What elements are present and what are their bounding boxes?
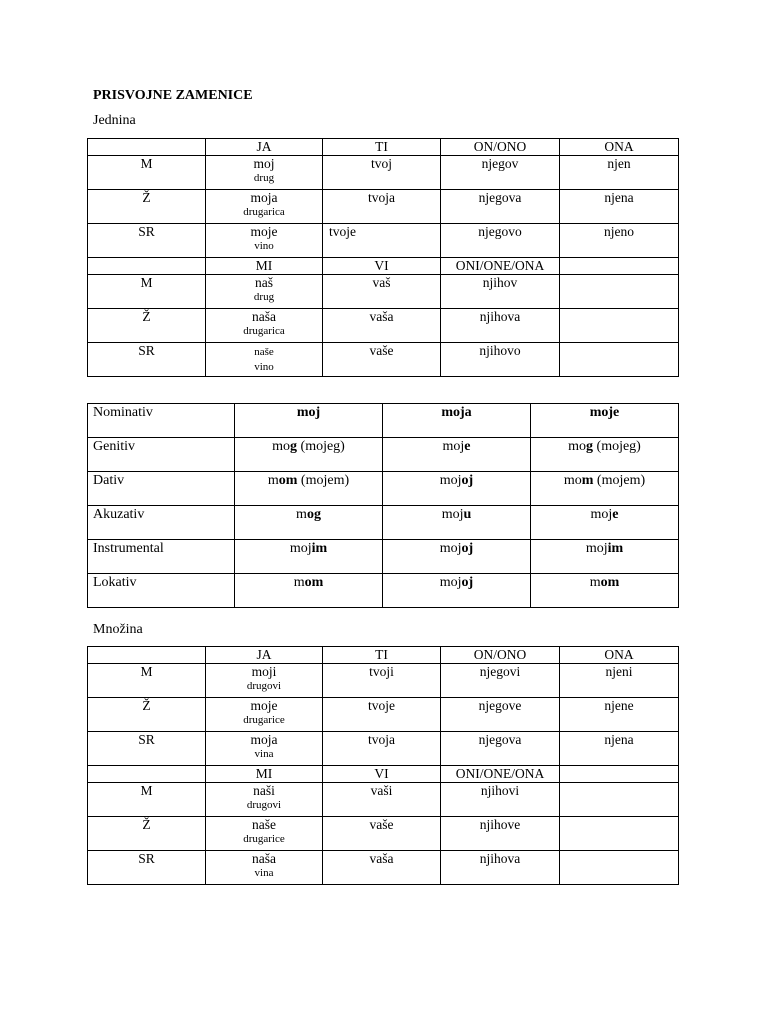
page-title: PRISVOJNE ZAMENICE <box>93 88 253 103</box>
case-form-cell: moje <box>383 438 531 472</box>
pronoun-cell: tvoja <box>323 732 441 766</box>
pronoun-cell: naši drugovi <box>206 783 323 817</box>
header-cell: ONA <box>560 647 679 664</box>
pronoun-cell: moja vina <box>206 732 323 766</box>
pronoun-cell <box>560 309 679 343</box>
pronoun-cell <box>560 275 679 309</box>
table-row <box>88 343 679 377</box>
case-name-cell: Nominativ <box>88 404 235 438</box>
case-row <box>88 438 679 472</box>
singular-pronoun-table <box>87 138 679 377</box>
pronoun-cell: vaša <box>323 309 441 343</box>
header-cell: JA <box>206 139 323 156</box>
pronoun-cell: njegove <box>441 698 560 732</box>
gender-cell: M <box>88 156 206 190</box>
header-cell <box>88 647 206 664</box>
pronoun-cell: njena <box>560 190 679 224</box>
pronoun-cell: moj drug <box>206 156 323 190</box>
pronoun-cell: naše drugarice <box>206 817 323 851</box>
header-cell <box>560 258 679 275</box>
pronoun-cell: njihovi <box>441 783 560 817</box>
gender-cell: M <box>88 783 206 817</box>
pronoun-cell: vaša <box>323 851 441 885</box>
case-name-cell: Akuzativ <box>88 506 235 540</box>
header-cell: VI <box>323 258 441 275</box>
case-form-cell: mojoj <box>383 574 531 608</box>
pronoun-cell: moji drugovi <box>206 664 323 698</box>
table-row <box>88 156 679 190</box>
pronoun-cell <box>560 343 679 377</box>
case-form-cell: mog (mojeg) <box>235 438 383 472</box>
gender-cell: SR <box>88 732 206 766</box>
pronoun-cell: vaše <box>323 343 441 377</box>
pronoun-cell: njegova <box>441 190 560 224</box>
header-cell <box>88 258 206 275</box>
case-name-cell: Dativ <box>88 472 235 506</box>
singular-label: Jednina <box>93 113 136 128</box>
header-cell: ON/ONO <box>441 647 560 664</box>
case-row <box>88 574 679 608</box>
case-row <box>88 404 679 438</box>
case-row <box>88 506 679 540</box>
case-form-cell: mojim <box>235 540 383 574</box>
table-row <box>88 224 679 258</box>
case-name-cell: Genitiv <box>88 438 235 472</box>
pronoun-cell: tvoje <box>323 224 441 258</box>
pronoun-cell <box>560 817 679 851</box>
pronoun-cell: njegovi <box>441 664 560 698</box>
case-form-cell: moja <box>383 404 531 438</box>
pronoun-cell: tvoje <box>323 698 441 732</box>
pronoun-cell: njegov <box>441 156 560 190</box>
header-cell <box>88 139 206 156</box>
pronoun-cell: njihov <box>441 275 560 309</box>
pronoun-cell: njihova <box>441 851 560 885</box>
gender-cell: Ž <box>88 190 206 224</box>
table-row <box>88 851 679 885</box>
header-cell: MI <box>206 766 323 783</box>
case-form-cell: mom <box>235 574 383 608</box>
pronoun-cell: njihova <box>441 309 560 343</box>
case-form-cell: mog <box>235 506 383 540</box>
pronoun-cell: tvoji <box>323 664 441 698</box>
table-header-row <box>88 258 679 275</box>
table-row <box>88 817 679 851</box>
pronoun-cell: tvoj <box>323 156 441 190</box>
plural-label: Množina <box>93 622 143 637</box>
pronoun-cell: njeno <box>560 224 679 258</box>
pronoun-cell: vaši <box>323 783 441 817</box>
case-form-cell: moje <box>531 506 679 540</box>
table-row <box>88 190 679 224</box>
gender-cell: SR <box>88 343 206 377</box>
pronoun-cell: naša vina <box>206 851 323 885</box>
case-name-cell: Lokativ <box>88 574 235 608</box>
table-header-row <box>88 766 679 783</box>
pronoun-cell: njihovo <box>441 343 560 377</box>
pronoun-cell: moja drugarica <box>206 190 323 224</box>
header-cell: ON/ONO <box>441 139 560 156</box>
header-cell: ONI/ONE/ONA <box>441 766 560 783</box>
gender-cell: Ž <box>88 698 206 732</box>
header-cell: TI <box>323 647 441 664</box>
pronoun-cell: vaš <box>323 275 441 309</box>
plural-pronoun-table <box>87 646 679 885</box>
case-form-cell: mog (mojeg) <box>531 438 679 472</box>
case-form-cell: mojoj <box>383 472 531 506</box>
pronoun-cell <box>560 851 679 885</box>
header-cell: ONI/ONE/ONA <box>441 258 560 275</box>
header-cell: MI <box>206 258 323 275</box>
pronoun-cell: naša drugarica <box>206 309 323 343</box>
pronoun-cell: njen <box>560 156 679 190</box>
pronoun-cell <box>560 783 679 817</box>
case-form-cell: mom <box>531 574 679 608</box>
header-cell <box>560 766 679 783</box>
table-header-row <box>88 647 679 664</box>
pronoun-cell: njeni <box>560 664 679 698</box>
pronoun-cell: njena <box>560 732 679 766</box>
case-form-cell: mom (mojem) <box>531 472 679 506</box>
pronoun-cell: moje drugarice <box>206 698 323 732</box>
table-row <box>88 309 679 343</box>
case-row <box>88 540 679 574</box>
table-header-row <box>88 139 679 156</box>
pronoun-cell: moje vino <box>206 224 323 258</box>
table-row <box>88 664 679 698</box>
header-cell <box>88 766 206 783</box>
pronoun-cell: njihove <box>441 817 560 851</box>
gender-cell: SR <box>88 224 206 258</box>
header-cell: JA <box>206 647 323 664</box>
gender-cell: Ž <box>88 817 206 851</box>
case-form-cell: moje <box>531 404 679 438</box>
header-cell: TI <box>323 139 441 156</box>
header-cell: VI <box>323 766 441 783</box>
case-form-cell: mojim <box>531 540 679 574</box>
case-row <box>88 472 679 506</box>
case-form-cell: mojoj <box>383 540 531 574</box>
table-row <box>88 732 679 766</box>
pronoun-cell: naš drug <box>206 275 323 309</box>
case-form-cell: moj <box>235 404 383 438</box>
table-row <box>88 698 679 732</box>
gender-cell: M <box>88 664 206 698</box>
table-row <box>88 783 679 817</box>
pronoun-cell: naše vino <box>206 343 323 377</box>
case-form-cell: mom (mojem) <box>235 472 383 506</box>
case-name-cell: Instrumental <box>88 540 235 574</box>
gender-cell: Ž <box>88 309 206 343</box>
pronoun-cell: njegova <box>441 732 560 766</box>
case-form-cell: moju <box>383 506 531 540</box>
table-row <box>88 275 679 309</box>
declension-table <box>87 403 679 608</box>
header-cell: ONA <box>560 139 679 156</box>
pronoun-cell: tvoja <box>323 190 441 224</box>
pronoun-cell: njegovo <box>441 224 560 258</box>
pronoun-cell: njene <box>560 698 679 732</box>
pronoun-cell: vaše <box>323 817 441 851</box>
gender-cell: M <box>88 275 206 309</box>
gender-cell: SR <box>88 851 206 885</box>
